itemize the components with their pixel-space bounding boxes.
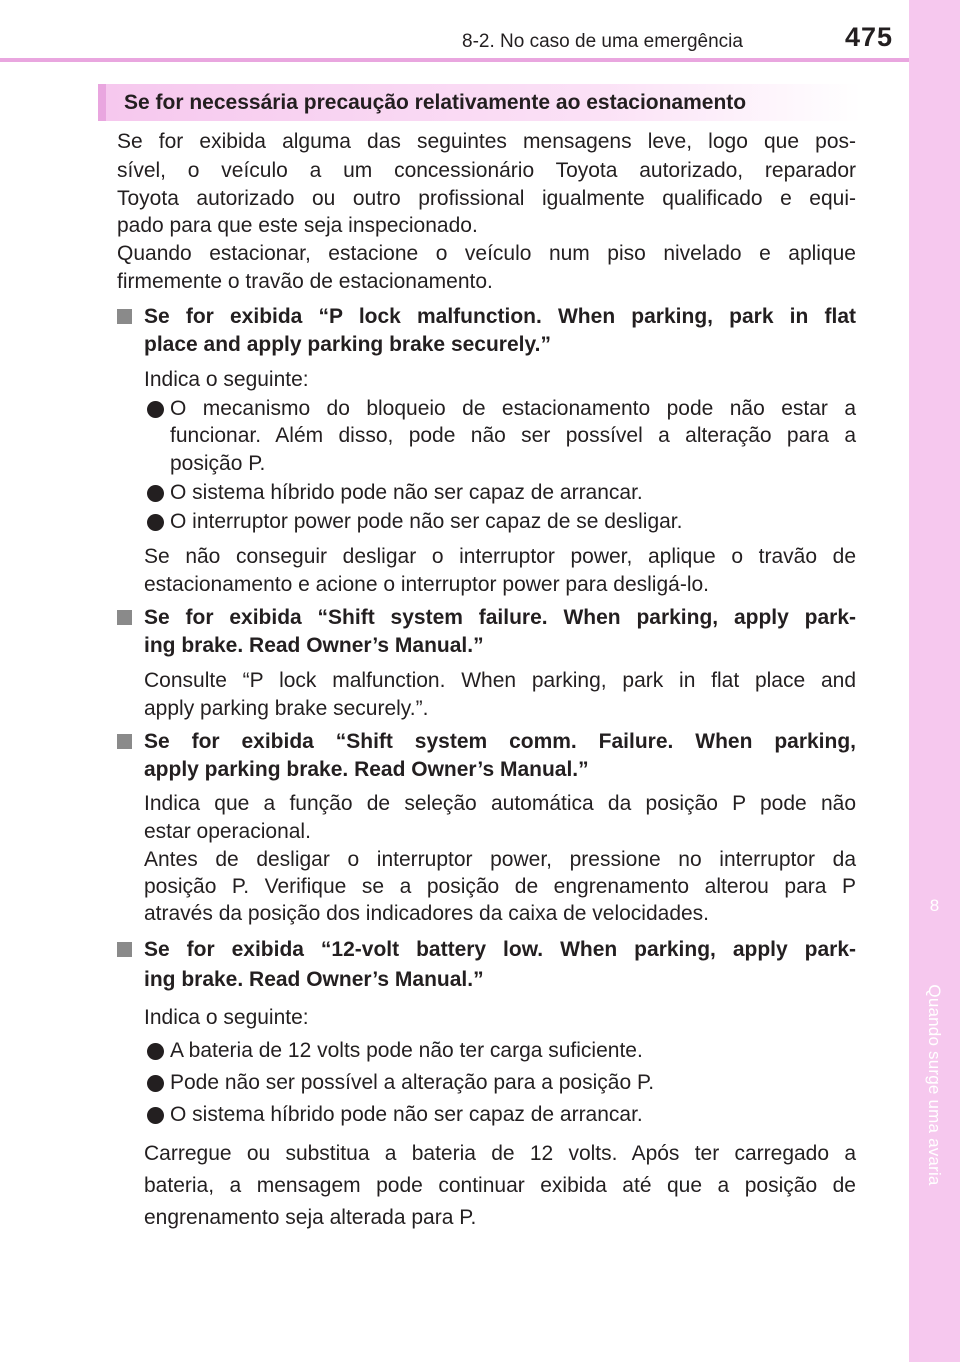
note-text: estacionamento e acione o interruptor power para desligá-lo. xyxy=(144,573,710,596)
section-heading: ing brake. Read Owner’s Manual.” xyxy=(144,968,484,991)
intro-line: sível, o veículo a um concessionário Toyota autorizado, reparador xyxy=(117,159,856,182)
topic-title-box xyxy=(98,84,861,121)
body-text: estar operacional. xyxy=(144,820,311,843)
bullet-text: O interruptor power pode não ser capaz de se desligar. xyxy=(170,510,683,533)
bullet-text: O sistema híbrido pode não ser capaz de arrancar. xyxy=(170,1103,643,1126)
section-square-bullet xyxy=(117,942,132,957)
note-text: engrenamento seja alterada para P. xyxy=(144,1206,477,1229)
section-heading: ing brake. Read Owner’s Manual.” xyxy=(144,634,484,657)
section-heading: place and apply parking brake securely.” xyxy=(144,333,551,356)
indicates-label: Indica o seguinte: xyxy=(144,368,309,391)
topic-title: Se for necessária precaução relativamente ao estacionamento xyxy=(124,91,747,114)
intro-line: Quando estacionar, estacione o veículo num piso nivelado e aplique xyxy=(117,242,856,265)
chapter-number: 8 xyxy=(929,896,940,915)
bullet-text: O mecanismo do bloqueio de estacionamento pode não estar a xyxy=(170,397,856,420)
bullet-text: posição P. xyxy=(170,452,266,475)
body-text: posição P. Verifique se a posição de engrenamento alterou para P xyxy=(144,875,856,898)
note-text: Carregue ou substitua a bateria de 12 volts. Após ter carregado a xyxy=(144,1142,856,1165)
bullet-dot xyxy=(147,1107,164,1124)
intro-line: Toyota autorizado ou outro profissional igualmente qualificado e equi- xyxy=(117,187,856,210)
intro-line: Se for exibida alguma das seguintes mensagens leve, logo que pos- xyxy=(117,130,856,153)
section-heading: Se for exibida “12-volt battery low. When parking, apply park- xyxy=(144,938,856,961)
body-text: através da posição dos indicadores da caixa de velocidades. xyxy=(144,902,710,925)
section-heading: Se for exibida “P lock malfunction. When parking, park in flat xyxy=(144,305,856,328)
page-number: 475 xyxy=(845,22,894,52)
bullet-dot xyxy=(147,485,164,502)
header-rule xyxy=(0,58,909,62)
section-square-bullet xyxy=(117,734,132,749)
bullet-dot xyxy=(147,401,164,418)
section-title: 8-2. No caso de uma emergência xyxy=(462,31,743,52)
intro-line: firmemente o travão de estacionamento. xyxy=(117,270,493,293)
note-text: bateria, a mensagem pode continuar exibida até que a posição de xyxy=(144,1174,856,1197)
bullet-text: funcionar. Além disso, pode não ser possível a alteração para a xyxy=(170,424,856,447)
section-heading: Se for exibida “Shift system comm. Failure. When parking, xyxy=(144,730,856,753)
section-heading: apply parking brake. Read Owner’s Manual.” xyxy=(144,758,589,781)
body-text: Consulte “P lock malfunction. When parking, park in flat place and xyxy=(144,669,856,692)
bullet-text: A bateria de 12 volts pode não ter carga suficiente. xyxy=(170,1039,643,1062)
section-heading: Se for exibida “Shift system failure. When parking, apply park- xyxy=(144,606,856,629)
bullet-dot xyxy=(147,514,164,531)
chapter-label: Quando surge uma avaria xyxy=(925,984,944,1186)
intro-line: pado para que este seja inspecionado. xyxy=(117,214,478,237)
section-square-bullet xyxy=(117,309,132,324)
bullet-dot xyxy=(147,1043,164,1060)
body-text: apply parking brake securely.”. xyxy=(144,697,429,720)
indicates-label: Indica o seguinte: xyxy=(144,1006,309,1029)
section-square-bullet xyxy=(117,610,132,625)
bullet-text: O sistema híbrido pode não ser capaz de arrancar. xyxy=(170,481,643,504)
body-text: Antes de desligar o interruptor power, pressione no interruptor da xyxy=(144,848,856,871)
bullet-text: Pode não ser possível a alteração para a posição P. xyxy=(170,1071,655,1094)
note-text: Se não conseguir desligar o interruptor power, aplique o travão de xyxy=(144,545,856,568)
body-text: Indica que a função de seleção automática da posição P pode não xyxy=(144,792,856,815)
bullet-dot xyxy=(147,1075,164,1092)
